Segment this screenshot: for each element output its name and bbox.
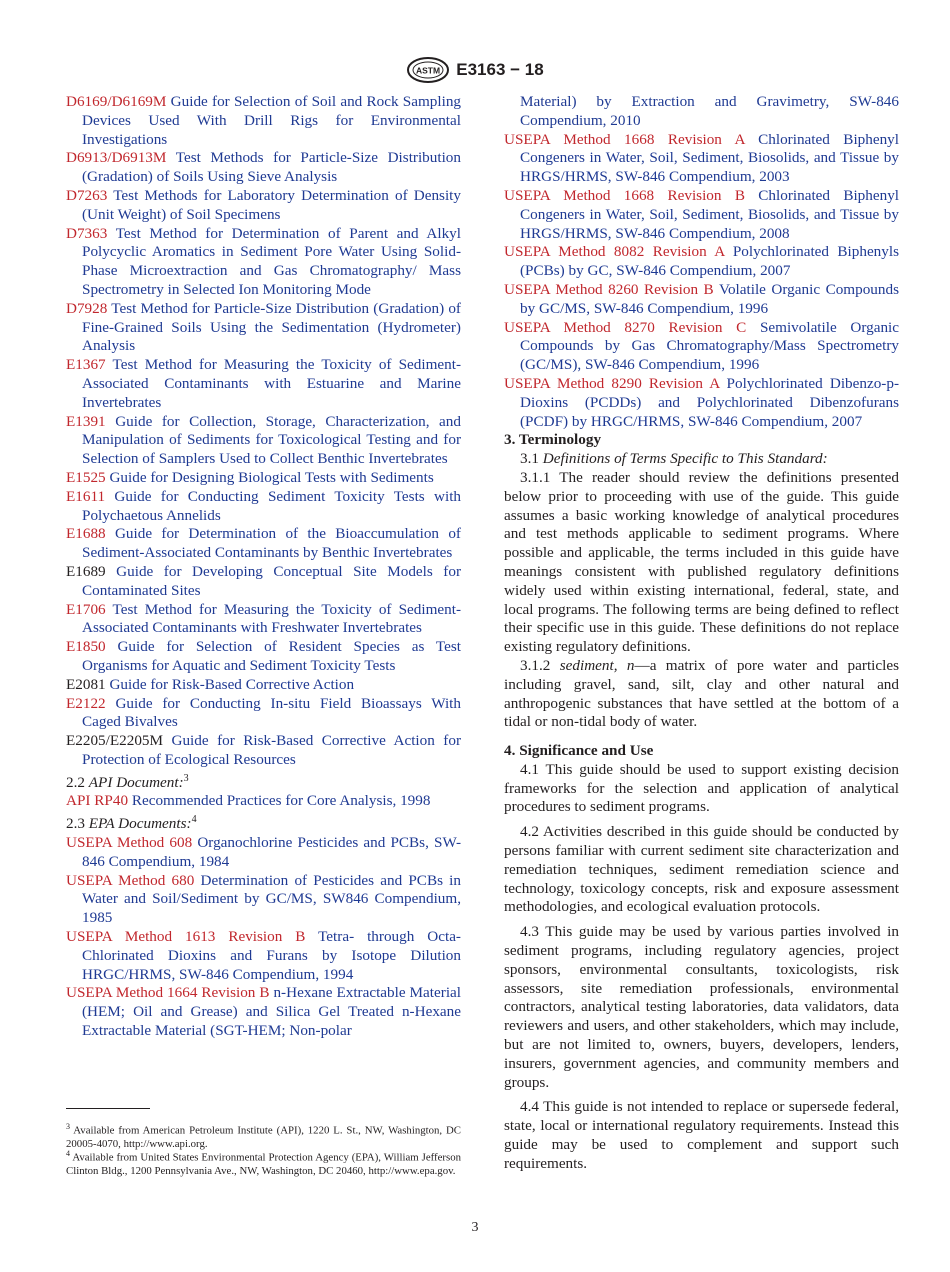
reference-item[interactable] <box>66 525 461 563</box>
reference-item[interactable] <box>66 413 461 469</box>
reference-item[interactable] <box>66 792 461 811</box>
page-number: 3 <box>471 1220 479 1235</box>
reference-title[interactable]: Guide for Conducting Sediment Toxicity Tests with Polychaetous Annelids <box>82 487 462 524</box>
reference-item[interactable] <box>504 131 899 187</box>
reference-code[interactable]: E2205/E2205M <box>66 732 164 750</box>
reference-title[interactable]: Guide for Determination of the Bioaccumulation of Sediment-Associated Contaminants by Benthic Invertebrates <box>82 525 461 562</box>
reference-title[interactable]: Polychlorinated Dibenzo-p-Dioxins (PCDDs) and Polychlorinated Dibenzofurans (PCDF) by HRGC/HRMS, SW-846 Compendium, 2007 <box>520 374 900 430</box>
reference-item[interactable] <box>66 732 461 770</box>
epa-references-list <box>66 834 461 1041</box>
reference-title[interactable]: Guide for Conducting In-situ Field Bioassays With Caged Bivalves <box>82 694 461 731</box>
reference-item[interactable] <box>66 563 461 601</box>
section-heading-terminology: 3. Terminology <box>504 431 602 449</box>
right-column <box>504 93 899 1174</box>
paragraph-4-1: 4.1 This guide should be used to support existing decision frameworks for the selection and application of analytical procedures to sediment programs. <box>504 760 899 816</box>
reference-item[interactable] <box>66 638 461 676</box>
reference-title[interactable]: Semivolatile Organic Compounds by Gas Chromatography/Mass Spectrometry (GC/MS), SW-846 Compendium, 1996 <box>520 318 900 374</box>
reference-title[interactable]: Guide for Collection, Storage, Characterization, and Manipulation of Sediments for Toxicological Testing and for Selection of Samplers Used to Collect Benthic Invertebrates <box>82 412 461 468</box>
reference-code[interactable]: USEPA Method 1613 Revision B <box>66 928 306 946</box>
reference-title[interactable]: Test Method for Measuring the Toxicity of Sediment-Associated Contaminants with Estuarine and Marine Invertebrates <box>82 356 462 411</box>
reference-title[interactable]: Test Method for Particle-Size Distribution (Gradation) of Fine-Grained Soils Using the Sedimentation (Hydrometer) Analysis <box>82 299 461 355</box>
reference-code[interactable]: USEPA Method 680 <box>66 871 195 889</box>
page-header <box>0 56 950 84</box>
reference-code[interactable]: USEPA Method 8270 Revision C <box>504 318 747 336</box>
reference-code[interactable]: E1391 <box>66 412 106 430</box>
reference-item[interactable] <box>66 601 461 639</box>
reference-title[interactable]: Test Method for Measuring the Toxicity of Sediment-Associated Contaminants with Freshwater Invertebrates <box>82 600 462 637</box>
reference-item[interactable] <box>504 319 899 375</box>
reference-item[interactable] <box>66 695 461 733</box>
reference-title[interactable]: Guide for Risk-Based Corrective Action <box>109 675 355 693</box>
reference-code[interactable]: E1525 <box>66 468 106 486</box>
reference-item[interactable] <box>504 375 899 431</box>
footnote-divider <box>66 1108 150 1109</box>
reference-code[interactable]: E1689 <box>66 562 106 580</box>
reference-item[interactable] <box>504 187 899 243</box>
reference-title[interactable]: Guide for Risk-Based Corrective Action for Protection of Ecological Resources <box>82 732 461 768</box>
reference-code[interactable]: USEPA Method 1664 Revision B <box>66 984 270 1002</box>
reference-item[interactable] <box>66 872 461 928</box>
reference-title[interactable]: Determination of Pesticides and PCBs in Water and Soil/Sediment by GC/MS, SW846 Compendium, 1985 <box>82 871 461 927</box>
reference-title[interactable]: n-Hexane Extractable Material (HEM; Oil and Grease) and Silica Gel Treated n-Hexane Extractable Material (SGT-HEM; Non-polar <box>82 984 461 1040</box>
reference-code[interactable]: D7928 <box>66 299 108 317</box>
footnote-4: $^4$ Available from United States Environmental Protection Agency (EPA), William Jefferson Clinton Bldg., 1200 Pennsylvania Ave., NW, Washington, DC 20460, http://www.epa.gov. <box>66 1149 461 1177</box>
reference-item[interactable] <box>66 300 461 356</box>
reference-code[interactable]: D7363 <box>66 224 108 242</box>
reference-item[interactable] <box>66 984 461 1040</box>
reference-item[interactable] <box>66 676 461 695</box>
reference-code[interactable]: USEPA Method 1668 Revision B <box>504 186 745 204</box>
reference-title: Recommended Practices for Core Analysis, 1998 <box>131 792 431 810</box>
reference-title[interactable]: Guide for Selection of Resident Species as Test Organisms for Aquatic and Sediment Toxicity Tests <box>82 638 462 674</box>
reference-item[interactable] <box>66 187 461 225</box>
document-id: E3163 − 18 <box>456 60 544 79</box>
reference-title[interactable]: Chlorinated Biphenyl Congeners in Water, Soil, Sediment, Biosolids, and Tissue by HRGS/HRMS, SW-846 Compendium, 2008 <box>520 186 900 242</box>
reference-item[interactable] <box>66 149 461 187</box>
reference-item[interactable] <box>66 356 461 412</box>
paragraph-3-1: 3.1 Definitions of Terms Specific to This Standard: <box>520 450 828 468</box>
reference-item[interactable] <box>504 281 899 319</box>
reference-code[interactable]: E1688 <box>66 525 106 543</box>
reference-code[interactable]: D7263 <box>66 186 108 204</box>
reference-title[interactable]: Test Methods for Particle-Size Distribution (Gradation) of Soils Using Sieve Analysis <box>82 149 461 186</box>
reference-title[interactable]: Polychlorinated Biphenyls (PCBs) by GC, SW-846 Compendium, 2007 <box>520 243 899 280</box>
reference-item[interactable] <box>66 469 461 488</box>
astm-logo-icon <box>406 56 450 84</box>
reference-title[interactable]: Guide for Developing Conceptual Site Models for Contaminated Sites <box>82 562 461 599</box>
reference-item[interactable] <box>66 225 461 300</box>
reference-title[interactable]: Guide for Selection of Soil and Rock Sampling Devices Used With Drill Rigs for Environmental Investigations <box>82 93 462 148</box>
reference-code[interactable]: D6169/D6169M <box>66 93 167 110</box>
paragraph-4-2: 4.2 Activities described in this guide should be conducted by persons familiar with current sediment site characterization and remediation techniques, sediment remediation science and technology, toxicology concepts, risk and exposure assessment methodologies, and ecological evaluation protocols. <box>504 823 899 916</box>
logo-text: ASTM <box>416 65 441 76</box>
reference-title[interactable]: Test Methods for Laboratory Determination of Density (Unit Weight) of Soil Specimens <box>82 186 461 223</box>
section-heading-significance: 4. Significance and Use <box>504 742 654 760</box>
epa-references-list-continued <box>504 131 899 432</box>
reference-code[interactable]: E1367 <box>66 356 106 374</box>
reference-item[interactable] <box>66 93 461 149</box>
reference-item[interactable] <box>66 834 461 872</box>
referenced-documents-list <box>66 93 461 770</box>
reference-title[interactable]: Tetra- through Octa-Chlorinated Dioxins and Furans by Isotope Dilution HRGC/HRMS, SW-846 Compendium, 1994 <box>82 928 461 983</box>
reference-continuation[interactable]: Material) by Extraction and Gravimetry, SW-846 Compendium, 2010 <box>520 93 899 129</box>
reference-code[interactable]: D6913/D6913M <box>66 149 167 167</box>
reference-code[interactable]: E1706 <box>66 600 106 618</box>
paragraph-3-1-1: 3.1.1 The reader should review the definitions presented below prior to proceeding with use of the guide. This guide assumes a basic working knowledge of analytical procedures and test methods applicable to sediment programs. Where possible and applicable, the terms included in this guide have meanings consistent with published regulatory definitions widely used within existing international, federal, state, and local programs. The following terms are being defined to reflect their specific use in this guide. These definitions do not replace existing regulatory definitions. <box>504 468 899 656</box>
reference-code[interactable]: USEPA Method 8290 Revision A <box>504 374 720 392</box>
reference-item[interactable] <box>66 488 461 526</box>
reference-code: API RP40 <box>66 792 129 810</box>
reference-code[interactable]: USEPA Method 608 <box>66 834 193 852</box>
reference-code[interactable]: E1611 <box>66 487 106 505</box>
reference-title[interactable]: Guide for Designing Biological Tests with Sediments <box>109 468 434 486</box>
reference-code[interactable]: E2081 <box>66 675 106 693</box>
reference-code[interactable]: USEPA Method 8082 Revision A <box>504 243 725 261</box>
reference-item[interactable] <box>66 928 461 984</box>
reference-title[interactable]: Volatile Organic Compounds by GC/MS, SW-846 Compendium, 1996 <box>520 280 899 317</box>
paragraph-4-3: 4.3 This guide may be used by various parties involved in sediment programs, including regulatory agencies, project sponsors, environmental consultants, toxicologists, risk assessors, site remediation professionals, environmental contractors, analytical testing laboratories, data validators, data reviewers and users, and other stakeholders, which may include, but are not limited to, owners, buyers, developers, lenders, insurers, government agencies, and community members and groups. <box>504 923 899 1091</box>
left-column <box>66 93 461 1041</box>
reference-title[interactable]: Chlorinated Biphenyl Congeners in Water, Soil, Sediment, Biosolids, and Tissue by HRGS/HRMS, SW-846 Compendium, 2003 <box>520 130 899 186</box>
reference-code[interactable]: E2122 <box>66 694 106 712</box>
paragraph-4-4: 4.4 This guide is not intended to replace or supersede federal, state, local or international regulatory requirements. Instead this guide may be used to complement and support such requirements. <box>504 1098 899 1172</box>
paragraph-3-1-2: 3.1.2 sediment, n—a matrix of pore water and particles including gravel, sand, silt, clay and other natural and anthropogenic substances that have settled at the bottom of a tidal or non-tidal body of water. <box>504 656 900 731</box>
api-heading: 2.2 API Document:$^3$ <box>66 772 189 791</box>
reference-code[interactable]: USEPA Method 1668 Revision A <box>504 130 745 148</box>
reference-title[interactable]: Organochlorine Pesticides and PCBs, SW-846 Compendium, 1984 <box>82 834 461 870</box>
reference-code[interactable]: USEPA Method 8260 Revision B <box>504 280 714 298</box>
reference-title[interactable]: Test Method for Determination of Parent and Alkyl Polycyclic Aromatics in Sediment Pore Water Using Solid-Phase Microextraction and Gas Chromatography/ Mass Spectrometry in Selected Ion Monitoring Mode <box>82 224 461 298</box>
footnote-3: $^3$ Available from American Petroleum Institute (API), 1220 L. St., NW, Washington, DC 20005-4070, http://www.api.org. <box>66 1122 461 1150</box>
epa-heading: 2.3 EPA Documents:$^4$ <box>66 814 197 833</box>
reference-code[interactable]: E1850 <box>66 638 106 656</box>
reference-item[interactable] <box>504 243 899 281</box>
